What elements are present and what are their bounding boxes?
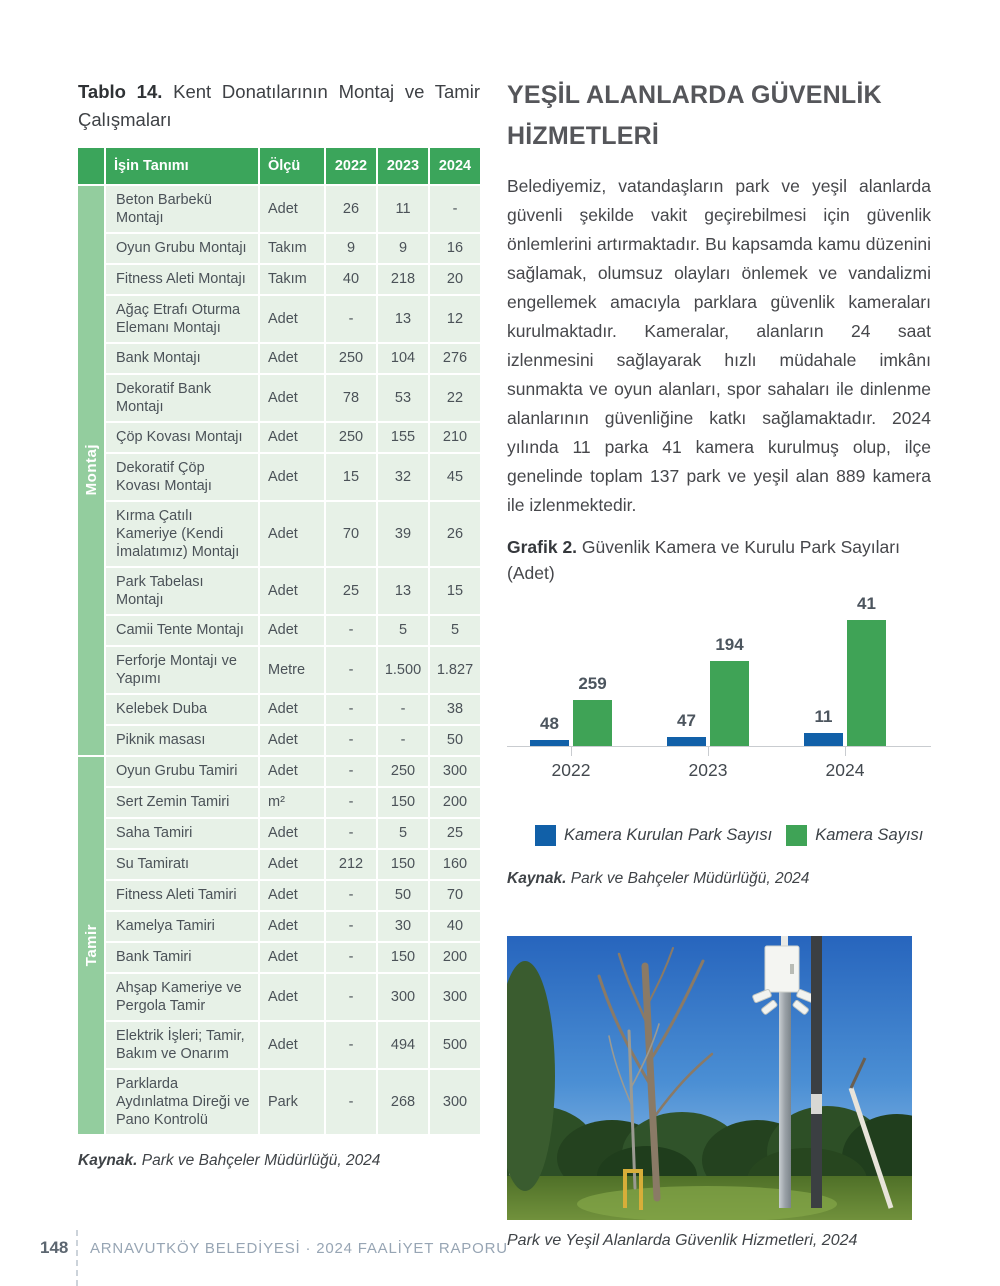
row-unit: Adet: [260, 819, 324, 848]
bar-value-label: 41: [857, 594, 876, 613]
row-value-2024: 40: [430, 912, 480, 941]
row-name: Kırma Çatılı Kameriye (Kendi İmalatımız) Montajı: [106, 502, 258, 566]
right-column: [507, 75, 931, 1250]
row-unit: Takım: [260, 265, 324, 294]
row-unit: Adet: [260, 423, 324, 452]
bar-value-label: 47: [677, 711, 696, 730]
row-value-2022: -: [326, 881, 376, 910]
row-value-2023: 150: [378, 943, 428, 972]
montaj-tamir-table: [78, 148, 480, 1134]
footer-divider: [76, 1230, 78, 1286]
chart-source: [507, 870, 931, 888]
chart-legend: [535, 825, 931, 846]
row-value-2024: 50: [430, 726, 480, 755]
row-value-2022: 212: [326, 850, 376, 879]
row-name: Saha Tamiri: [106, 819, 258, 848]
bar-value-label: 259: [578, 674, 607, 693]
row-value-2023: 250: [378, 757, 428, 786]
row-value-2022: -: [326, 1022, 376, 1068]
row-name: Sert Zemin Tamiri: [106, 788, 258, 817]
axis-tick: [571, 747, 572, 756]
row-name: Dekoratif Bank Montajı: [106, 375, 258, 421]
chart-source-label: Kaynak.: [507, 870, 567, 887]
row-name: Bank Montajı: [106, 344, 258, 373]
row-value-2022: 15: [326, 454, 376, 500]
row-value-2022: -: [326, 695, 376, 724]
row-name: Bank Tamiri: [106, 943, 258, 972]
chart-caption: [507, 534, 931, 586]
table-source-text: Park ve Bahçeler Müdürlüğü, 2024: [137, 1151, 381, 1169]
row-value-2023: 5: [378, 819, 428, 848]
row-value-2024: 22: [430, 375, 480, 421]
row-name: Oyun Grubu Montajı: [106, 234, 258, 263]
row-value-2023: 155: [378, 423, 428, 452]
row-unit: Adet: [260, 454, 324, 500]
group-label-montaj: [78, 186, 104, 755]
table-source: [78, 1152, 480, 1170]
column-header-2024: 2024: [430, 148, 480, 184]
row-value-2022: 25: [326, 568, 376, 614]
row-value-2022: -: [326, 726, 376, 755]
row-value-2023: 50: [378, 881, 428, 910]
row-value-2023: 150: [378, 788, 428, 817]
table-source-label: Kaynak.: [78, 1151, 138, 1169]
bar-value-label: 11: [814, 707, 833, 726]
row-value-2024: 300: [430, 757, 480, 786]
bar-value-label: 48: [540, 714, 559, 733]
chart-caption-text: Güvenlik Kamera ve Kurulu Park Sayıları (Adet): [507, 537, 900, 583]
body-paragraph: Belediyemiz, vatandaşların park ve yeşil alanlarda güvenli şekilde vakit geçirebilmesi için güvenlik önlemlerini artırmaktadır. Bu kapsamda kamu düzenini sağlamak, olumsuz olayları önlemek ve vandalizmi engellemek amacıyla parklara güvenlik kameraları kurulmaktadır. Kameralar, alanların 24 saat izlenmesini sağlayarak hızlı müdahale imkânı sunmakta ve oyun alanları, spor sahaları ile dinlenme alanlarının güvenliğine katkı sağlamaktadır. 2024 yılında 11 parka 41 kamera kurulmuş olup, ilçe genelinde toplam 137 park ve yeşil alan 889 kamera ile izlenmektedir.: [507, 176, 931, 515]
row-unit: Adet: [260, 502, 324, 566]
legend-swatch: [786, 825, 807, 846]
page-number: 148: [40, 1238, 69, 1257]
row-name: Su Tamiratı: [106, 850, 258, 879]
footer-text: ARNAVUTKÖY BELEDİYESİ · 2024 FAALİYET RAPORU: [90, 1240, 508, 1257]
column-header-ölçü: Ölçü: [260, 148, 324, 184]
row-value-2024: 300: [430, 974, 480, 1020]
row-name: Elektrik İşleri; Tamir, Bakım ve Onarım: [106, 1022, 258, 1068]
row-value-2024: 16: [430, 234, 480, 263]
row-value-2023: 268: [378, 1070, 428, 1134]
row-name: Fitness Aleti Montajı: [106, 265, 258, 294]
row-name: Park Tabelası Montajı: [106, 568, 258, 614]
row-value-2022: -: [326, 296, 376, 342]
park-photo-illustration: [507, 936, 912, 1220]
row-unit: Park: [260, 1070, 324, 1134]
row-value-2022: 250: [326, 344, 376, 373]
axis-tick: [708, 747, 709, 756]
row-value-2024: 25: [430, 819, 480, 848]
column-header-2022: 2022: [326, 148, 376, 184]
chart-source-text: Park ve Bahçeler Müdürlüğü, 2024: [566, 870, 810, 887]
row-value-2022: 26: [326, 186, 376, 232]
row-value-2022: -: [326, 788, 376, 817]
row-unit: Adet: [260, 186, 324, 232]
row-value-2023: -: [378, 695, 428, 724]
legend-item: [535, 825, 772, 846]
chart-caption-number: Grafik 2.: [507, 537, 578, 557]
group-label-text: Montaj: [82, 444, 100, 496]
row-value-2024: 70: [430, 881, 480, 910]
row-value-2024: 1.827: [430, 647, 480, 693]
row-name: Ferforje Montajı ve Yapımı: [106, 647, 258, 693]
row-unit: Adet: [260, 974, 324, 1020]
bar-park-count-2024: [804, 733, 843, 746]
group-label-text: Tamir: [82, 923, 100, 967]
row-unit: Adet: [260, 943, 324, 972]
legend-item: [786, 825, 923, 846]
row-value-2022: -: [326, 647, 376, 693]
row-value-2022: -: [326, 943, 376, 972]
row-name: Kamelya Tamiri: [106, 912, 258, 941]
row-value-2023: 13: [378, 296, 428, 342]
row-value-2024: 26: [430, 502, 480, 566]
row-value-2023: 218: [378, 265, 428, 294]
row-value-2023: 13: [378, 568, 428, 614]
row-unit: Adet: [260, 375, 324, 421]
light-pole: [811, 936, 822, 1208]
legend-label: Kamera Sayısı: [815, 826, 924, 844]
row-value-2024: 200: [430, 788, 480, 817]
row-unit: Adet: [260, 757, 324, 786]
x-axis-label-2023: 2023: [688, 760, 728, 780]
row-value-2023: 104: [378, 344, 428, 373]
row-value-2024: 200: [430, 943, 480, 972]
row-value-2023: 32: [378, 454, 428, 500]
row-value-2023: 494: [378, 1022, 428, 1068]
row-value-2022: -: [326, 1070, 376, 1134]
bar-value-label: 194: [715, 635, 744, 654]
row-unit: Adet: [260, 344, 324, 373]
row-value-2022: 9: [326, 234, 376, 263]
table-title: [78, 78, 480, 134]
row-value-2024: 38: [430, 695, 480, 724]
row-name: Kelebek Duba: [106, 695, 258, 724]
row-unit: Adet: [260, 568, 324, 614]
row-name: Ahşap Kameriye ve Pergola Tamir: [106, 974, 258, 1020]
row-value-2022: -: [326, 974, 376, 1020]
x-axis-label-2022: 2022: [551, 760, 591, 780]
left-column: [78, 78, 480, 1170]
group-label-tamir: [78, 757, 104, 1134]
row-value-2023: 5: [378, 616, 428, 645]
table-title-number: Tablo 14.: [78, 81, 163, 102]
row-value-2022: 40: [326, 265, 376, 294]
column-header-i̇şin-tanımı: İşin Tanımı: [106, 148, 258, 184]
row-value-2022: 78: [326, 375, 376, 421]
row-value-2023: 300: [378, 974, 428, 1020]
row-value-2023: 53: [378, 375, 428, 421]
row-value-2022: -: [326, 616, 376, 645]
row-unit: Takım: [260, 234, 324, 263]
row-name: Çöp Kovası Montajı: [106, 423, 258, 452]
row-value-2022: -: [326, 757, 376, 786]
row-unit: Adet: [260, 850, 324, 879]
bar-chart: [507, 594, 931, 799]
legend-swatch: [535, 825, 556, 846]
row-name: Camii Tente Montajı: [106, 616, 258, 645]
photo-caption: Park ve Yeşil Alanlarda Güvenlik Hizmetleri, 2024: [507, 1232, 858, 1249]
row-value-2024: 5: [430, 616, 480, 645]
row-value-2022: 70: [326, 502, 376, 566]
table-corner-cell: [78, 148, 104, 184]
row-value-2023: 150: [378, 850, 428, 879]
row-value-2022: -: [326, 819, 376, 848]
park-security-photo: [507, 936, 912, 1220]
row-name: Parklarda Aydınlatma Direği ve Pano Kontrolü: [106, 1070, 258, 1134]
x-axis-label-2024: 2024: [825, 760, 865, 780]
row-name: Oyun Grubu Tamiri: [106, 757, 258, 786]
row-unit: Adet: [260, 726, 324, 755]
row-value-2023: 30: [378, 912, 428, 941]
row-unit: Adet: [260, 296, 324, 342]
row-unit: Adet: [260, 912, 324, 941]
row-name: Fitness Aleti Tamiri: [106, 881, 258, 910]
row-value-2024: 500: [430, 1022, 480, 1068]
row-value-2022: -: [326, 912, 376, 941]
row-unit: Metre: [260, 647, 324, 693]
row-value-2024: 300: [430, 1070, 480, 1134]
row-unit: Adet: [260, 695, 324, 724]
row-unit: Adet: [260, 881, 324, 910]
bar-camera-count-2022: [573, 700, 612, 746]
section-heading: YEŞİL ALANLARDA GÜVENLİK HİZMETLERİ: [507, 81, 882, 150]
bar-park-count-2022: [530, 740, 569, 746]
legend-label: Kamera Kurulan Park Sayısı: [564, 826, 773, 844]
bar-park-count-2023: [667, 737, 706, 746]
row-name: Ağaç Etrafı Oturma Elemanı Montajı: [106, 296, 258, 342]
row-value-2022: 250: [326, 423, 376, 452]
bar-camera-count-2023: [710, 661, 749, 746]
row-value-2023: 1.500: [378, 647, 428, 693]
row-value-2023: -: [378, 726, 428, 755]
row-value-2024: 15: [430, 568, 480, 614]
row-value-2024: 45: [430, 454, 480, 500]
row-name: Dekoratif Çöp Kovası Montajı: [106, 454, 258, 500]
row-value-2023: 11: [378, 186, 428, 232]
row-value-2024: 160: [430, 850, 480, 879]
row-value-2024: 276: [430, 344, 480, 373]
row-name: Beton Barbekü Montajı: [106, 186, 258, 232]
row-unit: Adet: [260, 1022, 324, 1068]
row-value-2023: 39: [378, 502, 428, 566]
row-unit: Adet: [260, 616, 324, 645]
row-unit: m²: [260, 788, 324, 817]
row-value-2024: 20: [430, 265, 480, 294]
row-name: Piknik masası: [106, 726, 258, 755]
row-value-2023: 9: [378, 234, 428, 263]
row-value-2024: 210: [430, 423, 480, 452]
axis-tick: [845, 747, 846, 756]
row-value-2024: -: [430, 186, 480, 232]
column-header-2023: 2023: [378, 148, 428, 184]
table-title-text: Kent Donatılarının Montaj ve Tamir Çalışmaları: [78, 81, 480, 130]
row-value-2024: 12: [430, 296, 480, 342]
bar-camera-count-2024: [847, 620, 886, 746]
